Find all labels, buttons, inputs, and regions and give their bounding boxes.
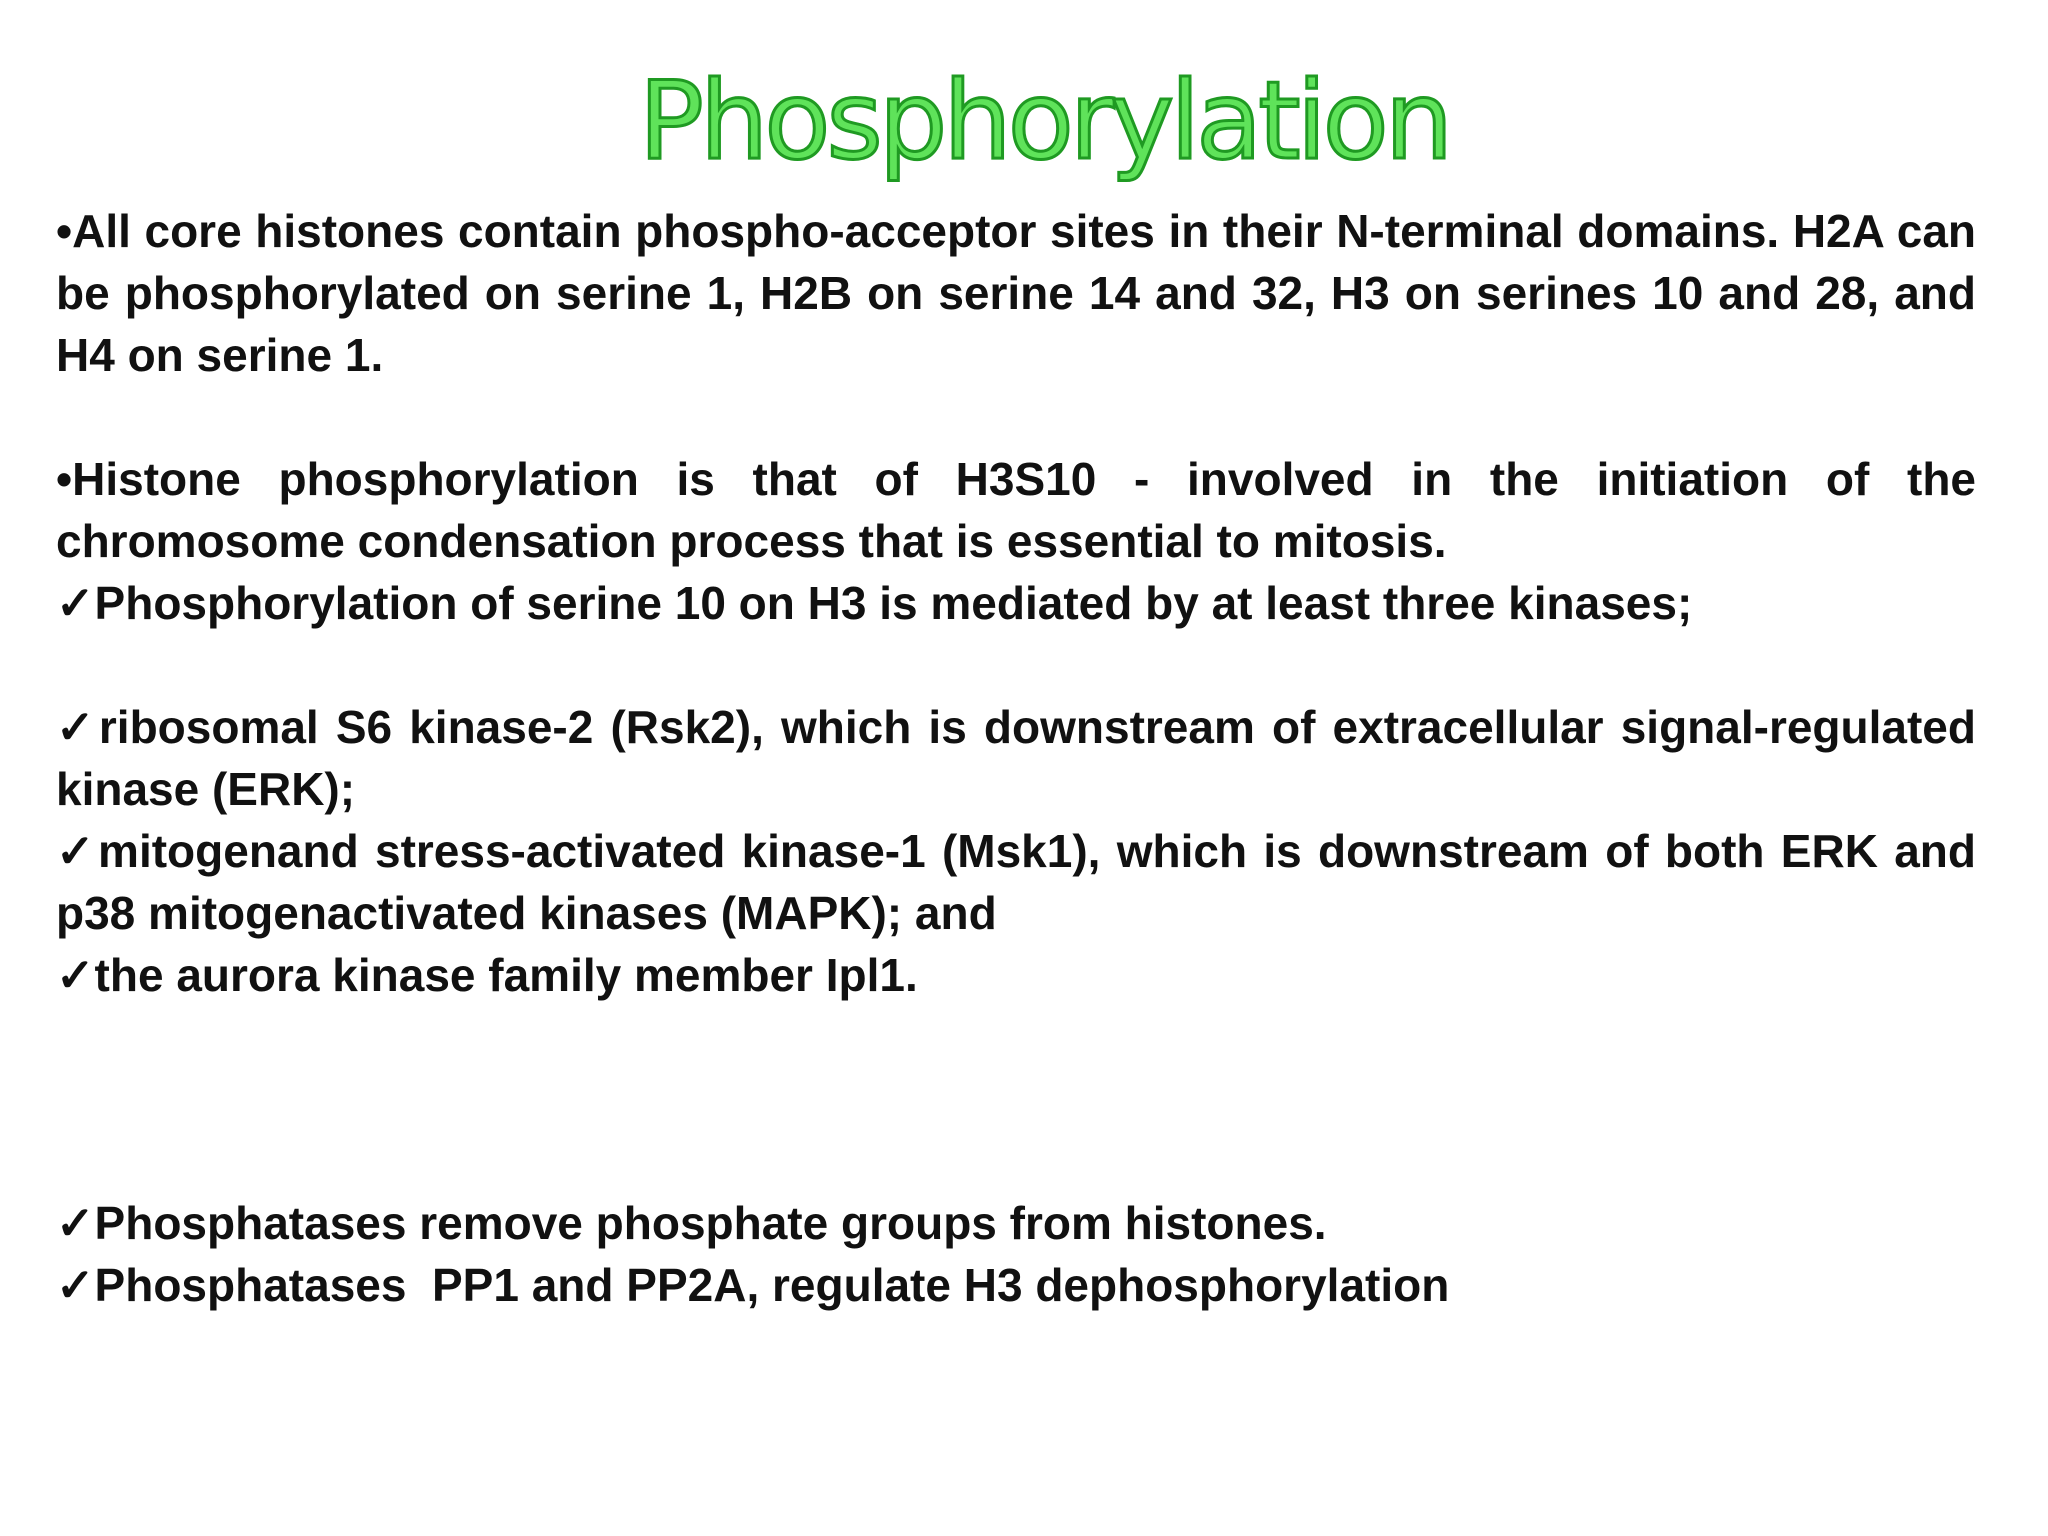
spacer bbox=[56, 1006, 1976, 1192]
check-item-text: the aurora kinase family member Ipl1. bbox=[94, 949, 918, 1001]
check-item-text: Phosphatases PP1 and PP2A, regulate H3 dephosphorylation bbox=[94, 1259, 1450, 1311]
check-item-text: Phosphatases remove phosphate groups from histones. bbox=[94, 1197, 1327, 1249]
slide-title: Phosphorylation bbox=[638, 59, 1450, 184]
spacer bbox=[56, 386, 1976, 448]
check-item-pp1-pp2a bbox=[56, 1254, 1976, 1316]
check-mark-icon: ✓ bbox=[56, 1197, 95, 1249]
slide-body bbox=[56, 200, 1976, 1316]
bullet-core-histones bbox=[56, 200, 1976, 386]
check-item-phosphatases bbox=[56, 1192, 1976, 1254]
bullet-h3s10 bbox=[56, 448, 1976, 572]
bullet-marker: • bbox=[56, 205, 73, 257]
check-item-text: mitogenand stress-activated kinase-1 (Msk1), which is downstream of both ERK and p38 mitogenactivated kinases (MAPK); and bbox=[56, 825, 1976, 939]
check-mark-icon: ✓ bbox=[56, 949, 95, 1001]
check-mark-icon: ✓ bbox=[56, 701, 99, 753]
bullet-text: Histone phosphorylation is that of H3S10 - involved in the initiation of the chromosome condensation process that is essential to mitosis. bbox=[56, 453, 1976, 567]
check-item-msk1 bbox=[56, 820, 1976, 944]
check-item-text: Phosphorylation of serine 10 on H3 is mediated by at least three kinases; bbox=[94, 577, 1693, 629]
check-item-ipl1 bbox=[56, 944, 1976, 1006]
spacer bbox=[56, 634, 1976, 696]
bullet-text: All core histones contain phospho-acceptor sites in their N-terminal domains. H2A can be phosphorylated on serine 1, H2B on serine 14 and 32, H3 on serines 10 and 28, and H4 on serine 1. bbox=[56, 205, 1976, 381]
check-mark-icon: ✓ bbox=[56, 825, 99, 877]
check-mark-icon: ✓ bbox=[56, 577, 95, 629]
bullet-marker: • bbox=[56, 453, 73, 505]
check-mark-icon: ✓ bbox=[56, 1259, 95, 1311]
check-item-kinases bbox=[56, 572, 1976, 634]
check-item-text: ribosomal S6 kinase-2 (Rsk2), which is downstream of extracellular signal-regulated kinase (ERK); bbox=[56, 701, 1976, 815]
check-item-rsk2 bbox=[56, 696, 1976, 820]
